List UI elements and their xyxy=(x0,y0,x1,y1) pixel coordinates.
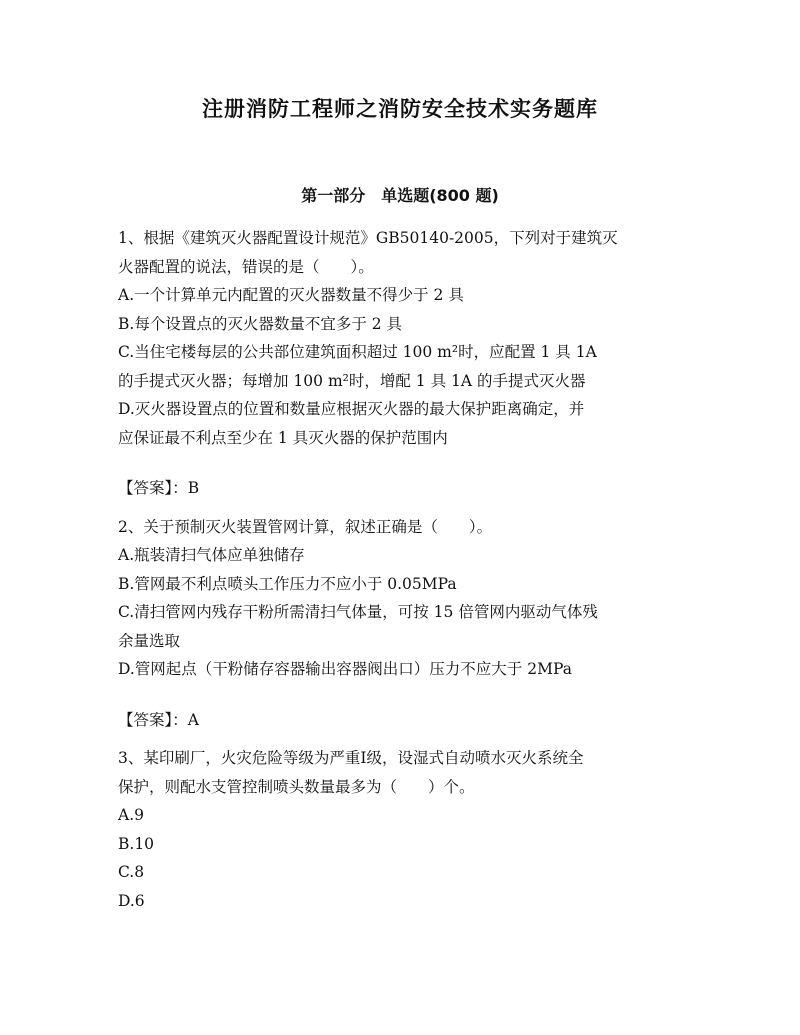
question-list xyxy=(118,224,688,915)
document-title: 注册消防工程师之消防安全技术实务题库 xyxy=(202,97,598,121)
question-stem: 2、关于预制灭火装置管网计算，叙述正确是（ ）。 xyxy=(118,517,493,536)
question-stem: 保护，则配水支管控制喷头数量最多为（ ）个。 xyxy=(118,777,475,796)
question-1 xyxy=(118,224,688,503)
option-a: A.一个计算单元内配置的灭火器数量不得少于 2 具 xyxy=(118,286,464,304)
option-b: B.10 xyxy=(118,834,155,853)
question-3 xyxy=(118,744,688,915)
option-c: 余量选取 xyxy=(118,631,181,650)
option-c: C.8 xyxy=(118,863,145,881)
option-d: D.灭火器设置点的位置和数量应根据灭火器的最大保护距离确定，并 xyxy=(118,400,585,418)
option-d: D.6 xyxy=(118,891,145,910)
section-title: 第一部分 单选题(800 题) xyxy=(301,186,499,205)
option-c: C.当住宅楼每层的公共部位建筑面积超过 100 m²时，应配置 1 具 1A xyxy=(118,343,597,361)
question-stem: 火器配置的说法，错误的是（ ）。 xyxy=(118,257,374,276)
option-b: B.每个设置点的灭火器数量不宜多于 2 具 xyxy=(118,314,403,333)
answer-label: 【答案】：B xyxy=(118,479,200,497)
question-stem: 1、根据《建筑灭火器配置设计规范》GB50140-2005，下列对于建筑灭 xyxy=(118,229,618,247)
answer-label: 【答案】：A xyxy=(118,710,199,729)
option-b: B.管网最不利点喷头工作压力不应小于 0.05MPa xyxy=(118,574,457,593)
option-d: D.管网起点（干粉储存容器输出容器阀出口）压力不应大于 2MPa xyxy=(118,660,572,678)
option-c: C.清扫管网内残存干粉所需清扫气体量，可按 15 倍管网内驱动气体残 xyxy=(118,603,598,621)
question-stem: 3、某印刷厂，火灾危险等级为严重Ⅰ级，设湿式自动喷水灭火系统全 xyxy=(118,749,584,767)
option-a: A.9 xyxy=(118,806,144,824)
option-d: 应保证最不利点至少在 1 具灭火器的保护范围内 xyxy=(118,428,448,447)
option-c: 的手提式灭火器；每增加 100 m²时，增配 1 具 1A 的手提式灭火器 xyxy=(118,371,586,390)
question-2 xyxy=(118,513,688,735)
option-a: A.瓶装清扫气体应单独储存 xyxy=(118,546,305,564)
